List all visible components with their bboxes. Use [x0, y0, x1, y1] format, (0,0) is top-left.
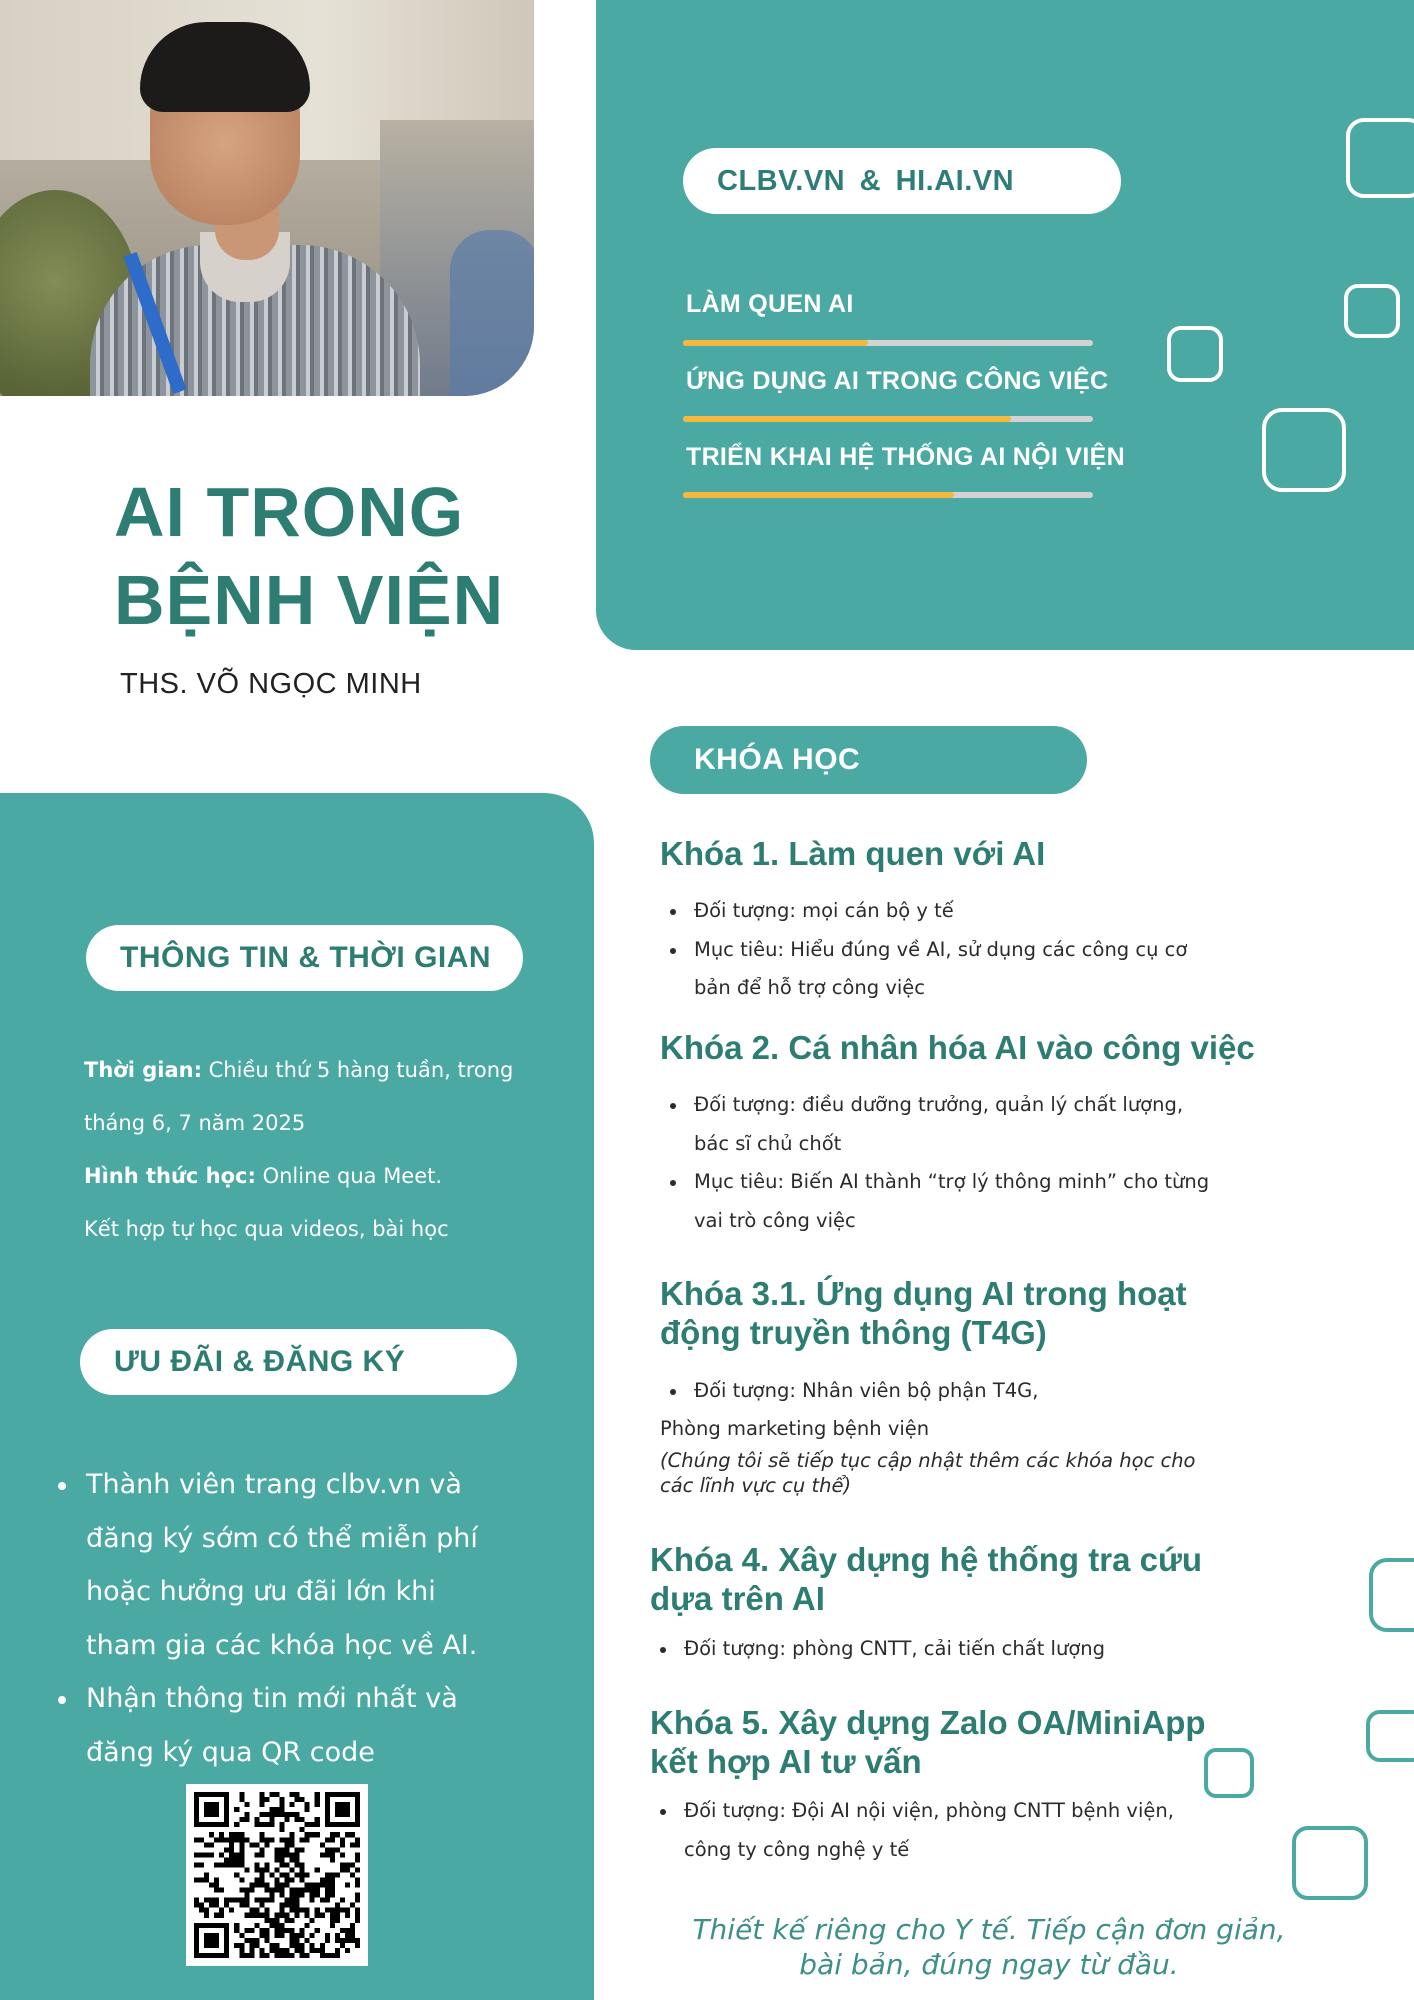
info-time-cont: tháng 6, 7 năm 2025 [84, 1111, 306, 1135]
course-title: Khóa 5. Xây dựng Zalo OA/MiniApp kết hợp AI tư vấn [650, 1704, 1206, 1780]
list-item: Đối tượng: Đội AI nội viện, phòng CNTT bệnh viện, công ty công nghệ y tế [650, 1792, 1290, 1869]
partners-badge: CLBV.VN & HI.AI.VN [683, 148, 1121, 214]
course-title: Khóa 1. Làm quen với AI [660, 835, 1046, 872]
list-item: Đối tượng: mọi cán bộ y tế [660, 892, 1300, 931]
course-details [660, 1372, 1300, 1411]
decorative-square [1204, 1748, 1254, 1798]
offer-heading: ƯU ĐÃI & ĐĂNG KÝ [80, 1329, 517, 1395]
list-item: Đối tượng: phòng CNTT, cải tiến chất lượng [650, 1630, 1290, 1669]
list-item: Đối tượng: Nhân viên bộ phận T4G, [660, 1372, 1300, 1411]
info-format: Hình thức học: Online qua Meet. [84, 1164, 443, 1188]
page-title: AI TRONG BỆNH VIỆN [114, 473, 505, 639]
decorative-square [1366, 1710, 1414, 1762]
decorative-square [1292, 1826, 1368, 1900]
decorative-square [1344, 284, 1400, 338]
decorative-square [1369, 1558, 1414, 1632]
list-item: Mục tiêu: Biến AI thành “trợ lý thông minh” cho từng vai trò công việc [660, 1163, 1320, 1240]
topic-label: LÀM QUEN AI [686, 290, 854, 318]
offer-list [58, 1458, 498, 1779]
course-details [650, 1792, 1290, 1869]
list-item: Mục tiêu: Hiểu đúng về AI, sử dụng các công cụ cơ bản để hỗ trợ công việc [660, 931, 1300, 1008]
decorative-square [1262, 408, 1346, 492]
tagline: Thiết kế riêng cho Y tế. Tiếp cận đơn giản, bài bản, đúng ngay từ đầu. [692, 1913, 1286, 1981]
course-details [650, 1630, 1290, 1669]
course-title: Khóa 4. Xây dựng hệ thống tra cứu dựa trên AI [650, 1541, 1203, 1617]
course-details [660, 1086, 1320, 1240]
info-format-cont: Kết hợp tự học qua videos, bài học [84, 1217, 449, 1241]
course-audience-cont: Phòng marketing bệnh viện [660, 1417, 930, 1440]
list-item: Nhận thông tin mới nhất và đăng ký qua QR code [58, 1672, 498, 1779]
topic-label: ỨNG DỤNG AI TRONG CÔNG VIỆC [686, 367, 1109, 395]
topic-progress-bar [683, 416, 1093, 422]
decorative-square [1346, 118, 1414, 198]
course-note: (Chúng tôi sẽ tiếp tục cập nhật thêm các khóa học cho các lĩnh vực cụ thể) [660, 1449, 1196, 1497]
course-title: Khóa 2. Cá nhân hóa AI vào công việc [660, 1029, 1255, 1066]
topic-progress-bar [683, 340, 1093, 346]
list-item: Đối tượng: điều dưỡng trưởng, quản lý chất lượng, bác sĩ chủ chốt [660, 1086, 1320, 1163]
topics-panel [596, 0, 1414, 650]
course-details [660, 892, 1300, 1008]
topic-label: TRIỂN KHAI HỆ THỐNG AI NỘI VIỆN [686, 443, 1125, 471]
info-heading: THÔNG TIN & THỜI GIAN [86, 925, 523, 991]
courses-heading: KHÓA HỌC [650, 726, 1087, 794]
registration-qr-code[interactable] [186, 1784, 368, 1966]
info-time: Thời gian: Chiều thứ 5 hàng tuần, trong [84, 1058, 514, 1082]
list-item: Thành viên trang clbv.vn và đăng ký sớm có thể miễn phí hoặc hưởng ưu đãi lớn khi tham gia các khóa học về AI. [58, 1458, 498, 1672]
decorative-square [1167, 326, 1223, 382]
author-name: THS. VÕ NGỌC MINH [120, 668, 422, 700]
topic-progress-bar [683, 492, 1093, 498]
course-title: Khóa 3.1. Ứng dụng AI trong hoạt động truyền thông (T4G) [660, 1275, 1187, 1351]
speaker-photo [0, 0, 534, 396]
